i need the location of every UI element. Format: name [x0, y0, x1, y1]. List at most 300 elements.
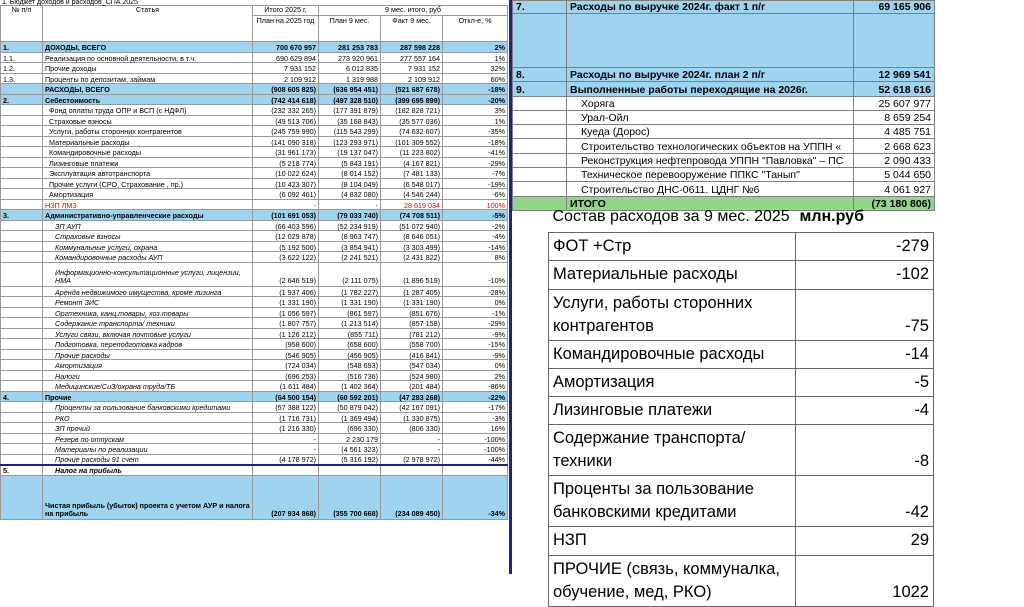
- summary-item-name: Проценты за пользование банковскими кредитами: [549, 476, 796, 527]
- revenue-num: [513, 125, 567, 139]
- row-plan-year: (1 611 484): [253, 381, 319, 392]
- row-plan-9m: (696 330): [319, 423, 381, 434]
- row-num: [1, 231, 43, 242]
- revenue-name: Расходы по выручке 2024г. факт 1 п/г: [567, 1, 854, 14]
- row-num: 1.1.: [1, 52, 43, 63]
- revenue-name: ИТОГО: [567, 196, 854, 210]
- row-deviation: -22%: [443, 391, 508, 402]
- revenue-row: [513, 182, 935, 196]
- row-fact-9m: (547 034): [381, 360, 443, 371]
- row-plan-year: 700 670 957: [253, 42, 319, 53]
- row-article: Материальные расходы: [43, 136, 253, 147]
- header-deviation: Откл-е, %: [443, 16, 508, 42]
- table-row: [1, 157, 508, 168]
- row-deviation: 16%: [443, 423, 508, 434]
- table-row: [1, 262, 508, 286]
- row-fact-9m: (1 330 875): [381, 412, 443, 423]
- table-row: [1, 412, 508, 423]
- row-num: [1, 262, 43, 286]
- row-deviation: 2%: [443, 370, 508, 381]
- summary-row: [549, 476, 934, 527]
- row-num: [1, 360, 43, 371]
- summary-item-value: -42: [796, 476, 934, 527]
- row-plan-year: (2 646 519): [253, 262, 319, 286]
- row-num: [1, 412, 43, 423]
- row-plan-9m: 2 230 179: [319, 433, 381, 444]
- row-article: Административно-управленческие расходы: [43, 210, 253, 221]
- revenue-name: Расходы по выручке 2024г. план 2 п/г: [567, 68, 854, 82]
- row-plan-9m: 281 253 783: [319, 42, 381, 53]
- row-article: НЗП ЛМЗ: [43, 199, 253, 210]
- revenue-row: [513, 125, 935, 139]
- table-row: [1, 328, 508, 339]
- row-num: 1.3.: [1, 73, 43, 84]
- revenue-name: Строительство технологических объектов на УППН «: [567, 139, 854, 153]
- row-plan-year: (1 716 731): [253, 412, 319, 423]
- revenue-name: Выполненные работы переходящие на 2026г.: [567, 82, 854, 96]
- row-deviation: -29%: [443, 157, 508, 168]
- summary-item-value: -4: [796, 396, 934, 424]
- row-plan-year: (49 513 706): [253, 115, 319, 126]
- revenue-num: [513, 139, 567, 153]
- row-plan-year: (245 759 990): [253, 126, 319, 137]
- revenue-row: [513, 168, 935, 182]
- row-deviation: -19%: [443, 178, 508, 189]
- revenue-name: [567, 14, 854, 68]
- row-fact-9m: (6 548 017): [381, 178, 443, 189]
- row-fact-9m: (234 089 450): [381, 475, 443, 519]
- row-num: [1, 286, 43, 297]
- summary-item-value: 29: [796, 527, 934, 555]
- revenue-value: [854, 14, 935, 68]
- row-fact-9m: 7 931 152: [381, 63, 443, 74]
- revenue-row: [513, 139, 935, 153]
- row-fact-9m: (101 309 552): [381, 136, 443, 147]
- row-plan-year: (12 029 878): [253, 231, 319, 242]
- row-plan-9m: (1 369 494): [319, 412, 381, 423]
- table-row: [1, 381, 508, 392]
- row-num: [1, 307, 43, 318]
- row-plan-year: (908 605 825): [253, 84, 319, 95]
- row-article: Прочие услуги (СРО, Страхование , пр.): [43, 178, 253, 189]
- row-plan-year: (5 218 774): [253, 157, 319, 168]
- row-plan-9m: (636 954 451): [319, 84, 381, 95]
- row-deviation: -9%: [443, 349, 508, 360]
- header-total: Итого 2025 г,: [253, 6, 319, 16]
- table-row: [1, 168, 508, 179]
- row-plan-year: 7 931 152: [253, 63, 319, 74]
- row-article: Фонд оплаты труда ОПР и ВСП (с НДФЛ): [43, 105, 253, 116]
- table-row: [1, 391, 508, 402]
- header-num: № п/п: [1, 6, 43, 42]
- table-row: [1, 126, 508, 137]
- row-num: [1, 423, 43, 434]
- row-article: Командировочные расходы: [43, 147, 253, 158]
- revenue-value: 52 618 616: [854, 82, 935, 96]
- row-plan-9m: (548 693): [319, 360, 381, 371]
- row-plan-9m: (658 600): [319, 339, 381, 350]
- table-row: [1, 402, 508, 413]
- row-article: Ремонт ЗИС: [43, 297, 253, 308]
- summary-item-name: Материальные расходы: [549, 261, 796, 289]
- row-plan-year: 690 629 894: [253, 52, 319, 63]
- row-fact-9m: (1 896 519): [381, 262, 443, 286]
- table-row: [1, 210, 508, 221]
- revenue-num: [513, 110, 567, 124]
- revenue-name: Куеда (Дорос): [567, 125, 854, 139]
- row-plan-9m: (5 843 191): [319, 157, 381, 168]
- row-fact-9m: (399 695 899): [381, 94, 443, 105]
- revenue-num: [513, 168, 567, 182]
- row-fact-9m: 277 557 164: [381, 52, 443, 63]
- summary-item-value: 1022: [796, 555, 934, 606]
- row-plan-year: (141 090 318): [253, 136, 319, 147]
- row-deviation: -41%: [443, 147, 508, 158]
- row-deviation: 2%: [443, 42, 508, 53]
- summary-header: [549, 204, 934, 233]
- table-row: [1, 444, 508, 455]
- table-row: [1, 370, 508, 381]
- summary-row: [549, 340, 934, 368]
- row-num: [1, 220, 43, 231]
- row-fact-9m: (42 167 091): [381, 402, 443, 413]
- row-fact-9m: (558 700): [381, 339, 443, 350]
- table-row: [1, 231, 508, 242]
- row-num: [1, 126, 43, 137]
- row-plan-year: (1 126 212): [253, 328, 319, 339]
- header-plan-9m: План 9 мес.: [319, 16, 381, 42]
- row-plan-9m: (4 832 080): [319, 189, 381, 200]
- row-plan-year: 2 109 912: [253, 73, 319, 84]
- row-fact-9m: (2 978 972): [381, 454, 443, 465]
- row-deviation: 1%: [443, 52, 508, 63]
- row-num: 4.: [1, 391, 43, 402]
- row-plan-year: (696 253): [253, 370, 319, 381]
- row-num: [1, 475, 43, 519]
- row-fact-9m: (416 841): [381, 349, 443, 360]
- row-fact-9m: (806 330): [381, 423, 443, 434]
- summary-row: [549, 233, 934, 261]
- budget-table: [0, 5, 508, 520]
- row-plan-year: [253, 465, 319, 476]
- row-num: [1, 136, 43, 147]
- table-row: [1, 297, 508, 308]
- row-fact-9m: (47 283 268): [381, 391, 443, 402]
- row-plan-9m: (115 543 299): [319, 126, 381, 137]
- row-article: Подготовка, переподготовка кадров: [43, 339, 253, 350]
- budget-title: 1. Бюджет доходов и расходов_СПА 2025: [2, 0, 138, 6]
- row-deviation: -5%: [443, 210, 508, 221]
- row-num: [1, 454, 43, 465]
- table-row: [1, 42, 508, 53]
- row-deviation: 32%: [443, 63, 508, 74]
- header-fact-9m: Факт 9 мес.: [381, 16, 443, 42]
- row-deviation: -7%: [443, 168, 508, 179]
- row-num: 1.: [1, 42, 43, 53]
- row-num: [1, 370, 43, 381]
- row-plan-9m: 273 920 961: [319, 52, 381, 63]
- row-deviation: -18%: [443, 136, 508, 147]
- table-row: [1, 307, 508, 318]
- revenue-row: [513, 82, 935, 96]
- row-plan-year: (10 423 307): [253, 178, 319, 189]
- row-plan-year: (3 622 122): [253, 252, 319, 263]
- revenue-num: 9.: [513, 82, 567, 96]
- row-deviation: 0%: [443, 360, 508, 371]
- row-article: Амортизация: [43, 360, 253, 371]
- row-plan-year: (10 022 624): [253, 168, 319, 179]
- table-row: [1, 339, 508, 350]
- row-plan-year: (6 092 461): [253, 189, 319, 200]
- row-num: [1, 147, 43, 158]
- table-row: [1, 115, 508, 126]
- row-fact-9m: -: [381, 433, 443, 444]
- row-fact-9m: (1 287 405): [381, 286, 443, 297]
- table-row: [1, 189, 508, 200]
- row-deviation: 1%: [443, 115, 508, 126]
- row-fact-9m: (7 481 133): [381, 168, 443, 179]
- row-plan-9m: (516 736): [319, 370, 381, 381]
- row-num: [1, 105, 43, 116]
- row-plan-9m: (4 561 323): [319, 444, 381, 455]
- table-row: [1, 423, 508, 434]
- table-row: [1, 147, 508, 158]
- row-plan-9m: (1 782 227): [319, 286, 381, 297]
- row-plan-year: (66 403 596): [253, 220, 319, 231]
- table-row: [1, 475, 508, 519]
- table-row: [1, 199, 508, 210]
- revenue-row: [513, 96, 935, 110]
- summary-item-name: ФОТ +Стр: [549, 233, 796, 261]
- row-article: Коммунальные услуги, охрана: [43, 241, 253, 252]
- row-num: 5.: [1, 465, 43, 476]
- row-plan-year: (5 192 500): [253, 241, 319, 252]
- row-num: [1, 157, 43, 168]
- row-plan-9m: (5 316 192): [319, 454, 381, 465]
- row-plan-year: (546 905): [253, 349, 319, 360]
- row-article: Командировочные расходы АУП: [43, 252, 253, 263]
- revenue-name: Урал-Ойл: [567, 110, 854, 124]
- row-plan-year: (1 331 190): [253, 297, 319, 308]
- revenue-row: [513, 153, 935, 167]
- row-article: Услуги связи, включая почтовые услуги: [43, 328, 253, 339]
- row-article: Материалы по реализации: [43, 444, 253, 455]
- row-fact-9m: (524 980): [381, 370, 443, 381]
- summary-item-value: -5: [796, 368, 934, 396]
- row-deviation: -100%: [443, 444, 508, 455]
- revenue-num: [513, 153, 567, 167]
- row-deviation: -20%: [443, 94, 508, 105]
- revenue-value: 25 607 977: [854, 96, 935, 110]
- table-row: [1, 63, 508, 74]
- row-plan-year: -: [253, 444, 319, 455]
- row-article: Резерв по отпускам: [43, 433, 253, 444]
- row-plan-9m: 1 319 988: [319, 73, 381, 84]
- summary-item-name: Амортизация: [549, 368, 796, 396]
- table-row: [1, 94, 508, 105]
- row-fact-9m: (35 577 036): [381, 115, 443, 126]
- row-article: Содержание транспорта/ техники: [43, 318, 253, 329]
- summary-row: [549, 555, 934, 606]
- row-plan-9m: 6 012 835: [319, 63, 381, 74]
- row-article: Прочие доходы: [43, 63, 253, 74]
- table-row: [1, 105, 508, 116]
- row-deviation: 60%: [443, 73, 508, 84]
- revenue-value: 69 165 906: [854, 1, 935, 14]
- row-plan-year: (4 178 972): [253, 454, 319, 465]
- row-plan-9m: (8 963 747): [319, 231, 381, 242]
- summary-unit: млн.руб: [796, 204, 934, 233]
- summary-item-name: Услуги, работы сторонних контрагентов: [549, 289, 796, 340]
- row-article: Информационно-консультационные услуги, лицензии, НМА: [43, 262, 253, 286]
- revenue-row: [513, 68, 935, 82]
- row-fact-9m: (781 212): [381, 328, 443, 339]
- row-num: [1, 199, 43, 210]
- row-article: Прочие: [43, 391, 253, 402]
- row-fact-9m: (182 828 721): [381, 105, 443, 116]
- revenue-value: 4 485 751: [854, 125, 935, 139]
- row-num: [1, 349, 43, 360]
- summary-title: Состав расходов за 9 мес. 2025: [549, 204, 796, 233]
- table-row: [1, 318, 508, 329]
- row-deviation: -2%: [443, 220, 508, 231]
- row-plan-year: (1 056 597): [253, 307, 319, 318]
- row-plan-9m: (123 293 971): [319, 136, 381, 147]
- row-article: РКО: [43, 412, 253, 423]
- revenue-num: [513, 182, 567, 196]
- row-num: [1, 328, 43, 339]
- row-deviation: 3%: [443, 105, 508, 116]
- row-article: ЗП АУП: [43, 220, 253, 231]
- row-article: Проценты по депозитам, займам: [43, 73, 253, 84]
- row-plan-9m: (2 111 075): [319, 262, 381, 286]
- table-row: [1, 360, 508, 371]
- row-plan-9m: (855 711): [319, 328, 381, 339]
- row-plan-9m: (1 331 190): [319, 297, 381, 308]
- row-article: Проценты за пользование банковскими кредитами: [43, 402, 253, 413]
- row-article: ДОХОДЫ, ВСЕГО: [43, 42, 253, 53]
- row-plan-year: -: [253, 199, 319, 210]
- revenue-name: Хоряга: [567, 96, 854, 110]
- revenue-num: [513, 14, 567, 68]
- row-plan-9m: (52 234 919): [319, 220, 381, 231]
- row-fact-9m: 2 109 912: [381, 73, 443, 84]
- row-num: 3.: [1, 210, 43, 221]
- row-plan-year: (958 600): [253, 339, 319, 350]
- row-num: [1, 339, 43, 350]
- row-fact-9m: (1 331 190): [381, 297, 443, 308]
- row-deviation: -18%: [443, 84, 508, 95]
- row-deviation: -15%: [443, 339, 508, 350]
- row-plan-year: (31 961 173): [253, 147, 319, 158]
- revenue-value: 12 969 541: [854, 68, 935, 82]
- row-num: [1, 297, 43, 308]
- row-plan-year: (1 937 406): [253, 286, 319, 297]
- row-article: Прочие расходы 91 счет: [43, 454, 253, 465]
- header-nine-months: 9 мес. итого, руб: [319, 6, 508, 16]
- row-article: Амортизация: [43, 189, 253, 200]
- row-plan-9m: (50 879 042): [319, 402, 381, 413]
- row-article: Чистая прибыль (убыток) проекта с учетом АУР и налога на прибыль: [43, 475, 253, 519]
- summary-item-name: НЗП: [549, 527, 796, 555]
- row-plan-9m: (497 328 510): [319, 94, 381, 105]
- revenue-value: 4 061 927: [854, 182, 935, 196]
- row-fact-9m: -: [381, 444, 443, 455]
- row-fact-9m: (51 072 940): [381, 220, 443, 231]
- row-deviation: -100%: [443, 433, 508, 444]
- row-plan-9m: (177 391 879): [319, 105, 381, 116]
- row-article: Себестоимость: [43, 94, 253, 105]
- revenue-num: 8.: [513, 68, 567, 82]
- row-article: Налог на прибыль: [43, 465, 253, 476]
- row-deviation: [443, 465, 508, 476]
- revenue-value: 2 668 623: [854, 139, 935, 153]
- row-plan-year: (64 500 154): [253, 391, 319, 402]
- row-article: Оргтехника, канц.товары, хоз.товары: [43, 307, 253, 318]
- summary-table: [548, 204, 934, 607]
- row-num: [1, 381, 43, 392]
- row-fact-9m: (851 676): [381, 307, 443, 318]
- summary-row: [549, 527, 934, 555]
- table-row: [1, 52, 508, 63]
- summary-item-value: -14: [796, 340, 934, 368]
- revenue-table: [512, 0, 935, 211]
- table-row: [1, 84, 508, 95]
- row-deviation: -4%: [443, 231, 508, 242]
- row-fact-9m: (857 158): [381, 318, 443, 329]
- row-num: [1, 444, 43, 455]
- table-row: [1, 454, 508, 465]
- row-deviation: -14%: [443, 241, 508, 252]
- summary-item-value: -75: [796, 289, 934, 340]
- row-plan-year: (1 216 330): [253, 423, 319, 434]
- table-row: [1, 465, 508, 476]
- summary-row: [549, 368, 934, 396]
- table-row: [1, 433, 508, 444]
- row-plan-year: (57 388 122): [253, 402, 319, 413]
- row-deviation: -1%: [443, 307, 508, 318]
- revenue-value: (73 180 806): [854, 196, 935, 210]
- table-row: [1, 286, 508, 297]
- row-deviation: -3%: [443, 412, 508, 423]
- summary-item-name: ПРОЧИЕ (связь, коммуналка, обучение, мед, РКО): [549, 555, 796, 606]
- row-article: Страховые взносы: [43, 231, 253, 242]
- row-fact-9m: (2 431 822): [381, 252, 443, 263]
- table-row: [1, 178, 508, 189]
- row-num: [1, 168, 43, 179]
- row-fact-9m: (11 223 802): [381, 147, 443, 158]
- row-plan-year: (101 691 053): [253, 210, 319, 221]
- row-deviation: -35%: [443, 126, 508, 137]
- row-plan-9m: (861 597): [319, 307, 381, 318]
- row-plan-year: (742 414 618): [253, 94, 319, 105]
- row-num: 1.2.: [1, 63, 43, 74]
- header-plan-year: План на 2025 год: [253, 16, 319, 42]
- row-deviation: -34%: [443, 475, 508, 519]
- row-deviation: -86%: [443, 381, 508, 392]
- row-article: Налоги: [43, 370, 253, 381]
- row-num: 2.: [1, 94, 43, 105]
- revenue-row: [513, 110, 935, 124]
- row-deviation: -44%: [443, 454, 508, 465]
- row-plan-9m: [319, 465, 381, 476]
- row-num: [1, 433, 43, 444]
- summary-row: [549, 289, 934, 340]
- row-plan-9m: (355 700 668): [319, 475, 381, 519]
- row-fact-9m: 28 619 034: [381, 199, 443, 210]
- revenue-row: [513, 14, 935, 68]
- summary-item-name: Командировочные расходы: [549, 340, 796, 368]
